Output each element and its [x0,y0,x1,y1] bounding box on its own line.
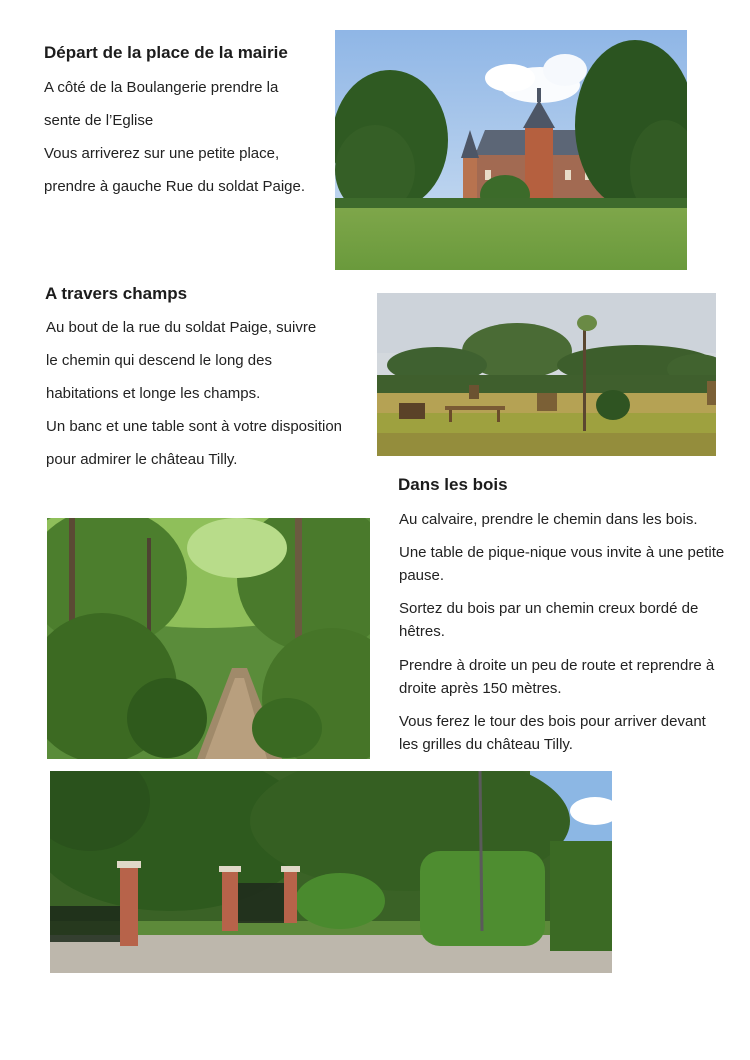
section-title-champs: A travers champs [45,284,188,303]
section3-paragraph: Au calvaire, prendre le chemin dans les bois. [399,511,698,528]
section2-line: le chemin qui descend le long des [46,352,272,369]
chateau-photo [335,30,687,270]
section3-paragraph: Prendre à droite un peu de route et reprendre à droite après 150 mètres. [399,657,715,697]
picnic-field-photo [377,293,716,456]
section1-line: prendre à gauche Rue du soldat Paige. [44,178,306,195]
chateau-gates-photo [50,771,612,973]
section1-line: A côté de la Boulangerie prendre la [44,79,279,96]
section-title-bois: Dans les bois [398,475,508,494]
section3-paragraph: Sortez du bois par un chemin creux bordé de hêtres. [399,600,699,640]
section1-line: sente de l’Eglise [44,112,154,129]
forest-path-photo [47,518,370,759]
section3-paragraph: Vous ferez le tour des bois pour arriver devant les grilles du château Tilly. [399,713,706,753]
section2-line: Un banc et une table sont à votre disposition [46,418,343,435]
section1-line: Vous arriverez sur une petite place, [44,145,280,162]
section2-line: habitations et longe les champs. [46,385,261,402]
section3-paragraph: Une table de pique-nique vous invite à une petite pause. [399,544,725,584]
section2-line: Au bout de la rue du soldat Paige, suivre [46,319,317,336]
section2-line: pour admirer le château Tilly. [46,451,238,468]
section-title-depart: Départ de la place de la mairie [44,43,288,62]
